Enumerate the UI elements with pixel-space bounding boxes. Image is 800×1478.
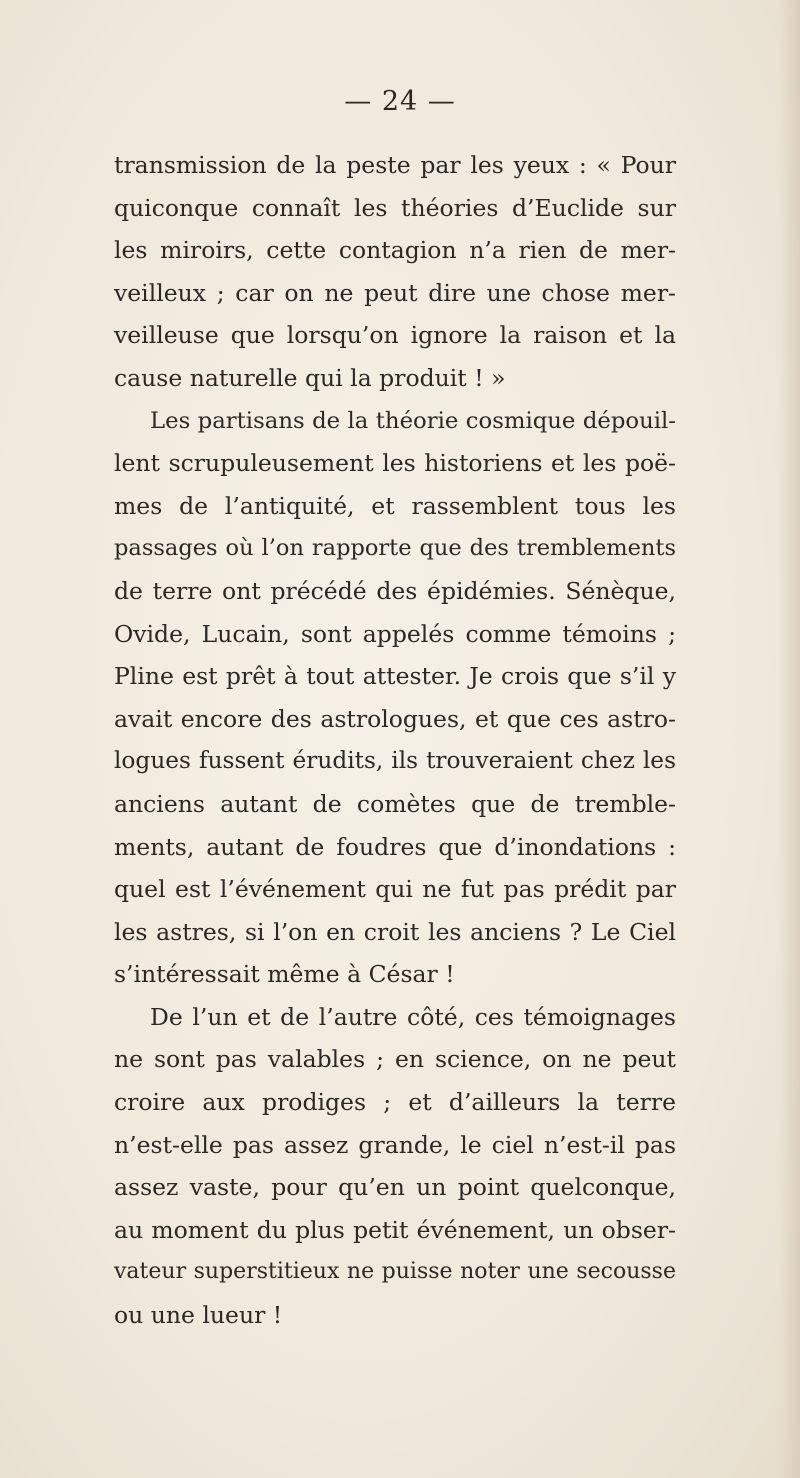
text-line: les astres, si l’on en croit les anciens ? Le Ciel — [114, 917, 676, 946]
page-edge-shadow — [778, 0, 800, 1478]
text-line: croire aux prodiges ; et d’ailleurs la terre — [114, 1088, 676, 1117]
text-line: Les partisans de la théorie cosmique dépouil- — [150, 407, 676, 434]
text-line: logues fussent érudits, ils trouveraient chez les — [114, 747, 676, 775]
text-line: passages où l’on rapporte que des tremblements — [114, 535, 676, 562]
text-line: vateur superstitieux ne puisse noter une secousse — [114, 1259, 676, 1285]
body-text — [114, 144, 676, 1337]
text-line: mes de l’antiquité, et rassemblent tous les — [114, 491, 676, 520]
text-line: ne sont pas valables ; en science, on ne peut — [114, 1045, 676, 1074]
text-line: lent scrupuleusement les historiens et les poë- — [114, 449, 676, 478]
text-line: de terre ont précédé des épidémies. Sénèque, — [114, 576, 676, 605]
text-line: ou une lueur ! — [114, 1301, 283, 1330]
text-line: transmission de la peste par les yeux : « Pour — [114, 151, 676, 179]
text-line: Ovide, Lucain, sont appelés comme témoins ; — [114, 619, 676, 648]
text-line: n’est-elle pas assez grande, le ciel n’est-il pas — [114, 1130, 676, 1159]
text-line: les miroirs, cette contagion n’a rien de mer- — [114, 236, 676, 265]
text-line: De l’un et de l’autre côté, ces témoignages — [150, 1002, 676, 1031]
text-line: s’intéressait même à César ! — [114, 960, 455, 989]
text-line: quel est l’événement qui ne fut pas prédit par — [114, 875, 676, 904]
text-line: au moment du plus petit événement, un obser- — [114, 1215, 676, 1244]
text-line: Pline est prêt à tout attester. Je crois que s’il y — [114, 662, 676, 691]
text-line: assez vaste, pour qu’en un point quelconque, — [114, 1173, 676, 1202]
text-line: veilleux ; car on ne peut dire une chose mer- — [114, 278, 676, 307]
text-line: avait encore des astrologues, et que ces astro- — [114, 704, 676, 733]
page-number: — 24 — — [344, 86, 456, 117]
text-line: quiconque connaît les théories d’Euclide sur — [114, 193, 676, 222]
text-line: anciens autant de comètes que de tremble- — [114, 789, 676, 818]
text-line: cause naturelle qui la produit ! » — [114, 363, 506, 392]
text-line: ments, autant de foudres que d’inondations : — [114, 832, 676, 861]
text-line: veilleuse que lorsqu’on ignore la raison et la — [114, 321, 676, 350]
